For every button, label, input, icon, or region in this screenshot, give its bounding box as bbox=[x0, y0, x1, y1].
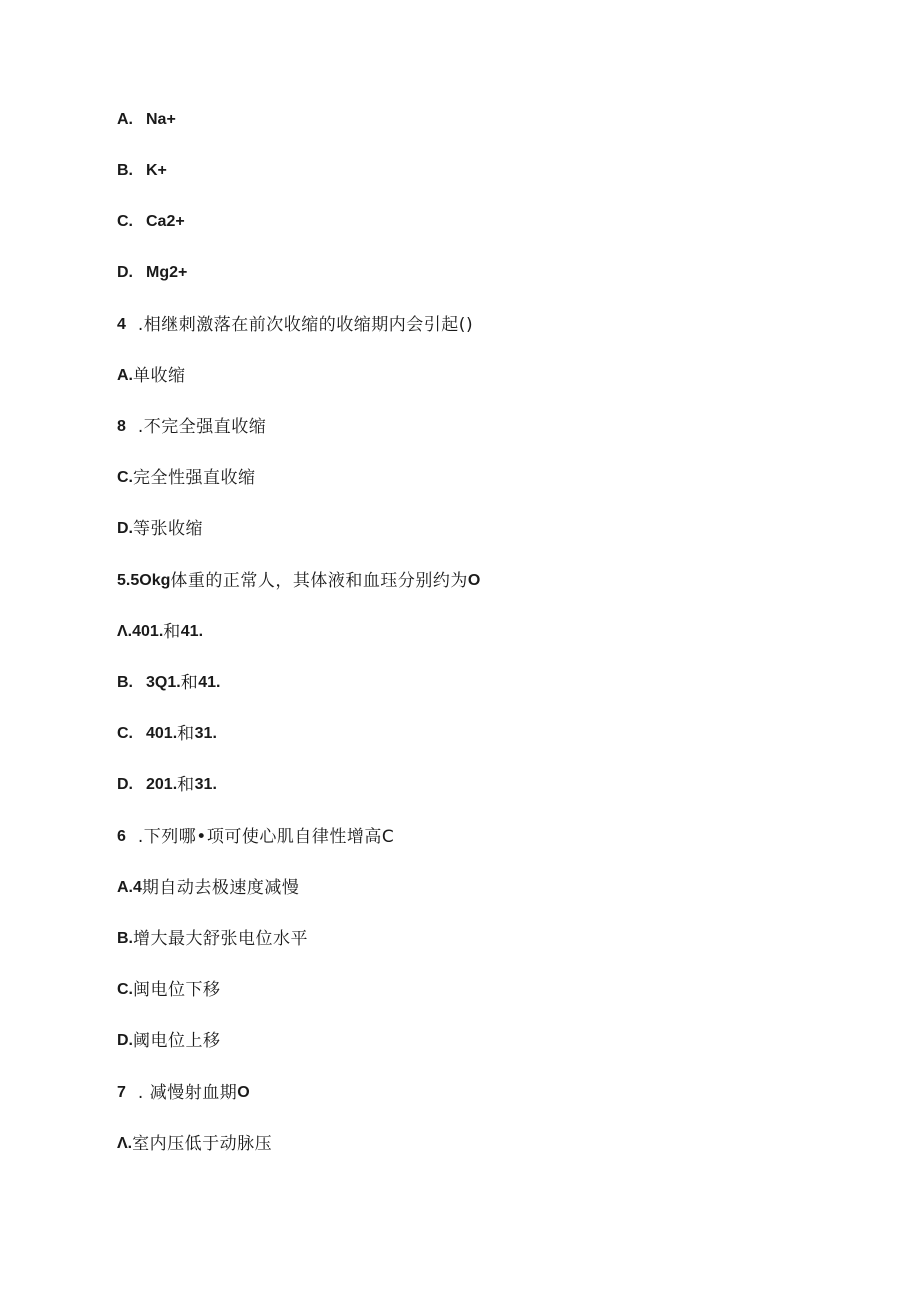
option-label: B. bbox=[117, 674, 133, 691]
option-text: 期自动去极速度减慢 bbox=[141, 878, 300, 898]
option-pre: 201. bbox=[146, 776, 178, 793]
option-line bbox=[117, 466, 256, 490]
option-line bbox=[117, 364, 186, 388]
option-label: Λ.401. bbox=[117, 623, 164, 640]
option-label: B. bbox=[117, 930, 133, 947]
option-suffix: 41. bbox=[180, 623, 204, 640]
option-label: A.4 bbox=[117, 879, 142, 896]
option-text: 和 bbox=[163, 622, 181, 642]
option-line bbox=[117, 210, 185, 234]
option-line bbox=[117, 671, 220, 695]
option-label: D. bbox=[117, 264, 133, 281]
question-number: 6 bbox=[117, 828, 126, 845]
option-line bbox=[117, 927, 308, 951]
option-text: 和 bbox=[177, 775, 195, 795]
question-line bbox=[117, 1081, 250, 1105]
question-line bbox=[117, 825, 394, 849]
option-text: Ca2+ bbox=[146, 213, 185, 230]
option-label: A. bbox=[117, 367, 133, 384]
option-line bbox=[117, 108, 176, 132]
option-label: D. bbox=[117, 520, 133, 537]
option-text: 和 bbox=[180, 673, 199, 693]
option-label: C. bbox=[117, 725, 133, 742]
option-label: C. bbox=[117, 981, 133, 998]
option-line bbox=[117, 1029, 221, 1053]
question-number: 7 bbox=[117, 1084, 126, 1101]
option-label: Λ. bbox=[117, 1135, 133, 1152]
option-suffix: 31. bbox=[194, 725, 217, 742]
option-label: D. bbox=[117, 1032, 133, 1049]
option-text: 完全性强直收缩 bbox=[133, 468, 256, 488]
option-label: B. bbox=[117, 162, 133, 179]
option-label: C. bbox=[117, 469, 133, 486]
option-line bbox=[117, 159, 167, 183]
question-text: 体重的正常人，其体液和血珏分别约为 bbox=[170, 571, 468, 591]
option-suffix: 41. bbox=[198, 674, 221, 691]
option-text: 单收缩 bbox=[133, 366, 186, 386]
option-text: .不完全强直收缩 bbox=[137, 417, 267, 437]
question-line bbox=[117, 569, 480, 593]
option-label: 8 bbox=[117, 418, 126, 435]
question-suffix: O bbox=[237, 1084, 250, 1101]
option-line bbox=[117, 415, 266, 439]
option-text: K+ bbox=[146, 162, 167, 179]
question-text: . 减慢射血期 bbox=[137, 1083, 238, 1103]
option-pre: 401. bbox=[146, 725, 178, 742]
option-suffix: 31. bbox=[194, 776, 217, 793]
option-text: 室内压低于动脉压 bbox=[132, 1134, 273, 1154]
option-text: 等张收缩 bbox=[133, 519, 203, 539]
option-text: 增大最大舒张电位水平 bbox=[133, 929, 308, 949]
option-line bbox=[117, 722, 217, 746]
option-text: 和 bbox=[177, 724, 195, 744]
question-number: 5.5Okg bbox=[117, 572, 171, 589]
question-number: 4 bbox=[117, 316, 126, 333]
option-line bbox=[117, 978, 221, 1002]
option-line bbox=[117, 261, 187, 285]
option-text: 阈电位上移 bbox=[133, 1031, 221, 1051]
option-line bbox=[117, 1132, 272, 1156]
option-pre: 3Q1. bbox=[146, 674, 181, 691]
option-text: Na+ bbox=[146, 111, 176, 128]
question-text: .相继刺激落在前次收缩的收缩期内会引起() bbox=[137, 315, 474, 335]
question-text: .下列哪•项可使心肌自律性增高C bbox=[137, 827, 395, 847]
question-line bbox=[117, 313, 473, 337]
option-label: D. bbox=[117, 776, 133, 793]
option-label: A. bbox=[117, 111, 133, 128]
option-text: Mg2+ bbox=[146, 264, 188, 281]
question-suffix: O bbox=[467, 572, 481, 589]
option-text: 闽电位下移 bbox=[133, 980, 221, 1000]
option-line bbox=[117, 773, 217, 797]
option-line bbox=[117, 517, 203, 541]
option-line bbox=[117, 876, 299, 900]
option-line bbox=[117, 620, 203, 644]
option-label: C. bbox=[117, 213, 133, 230]
